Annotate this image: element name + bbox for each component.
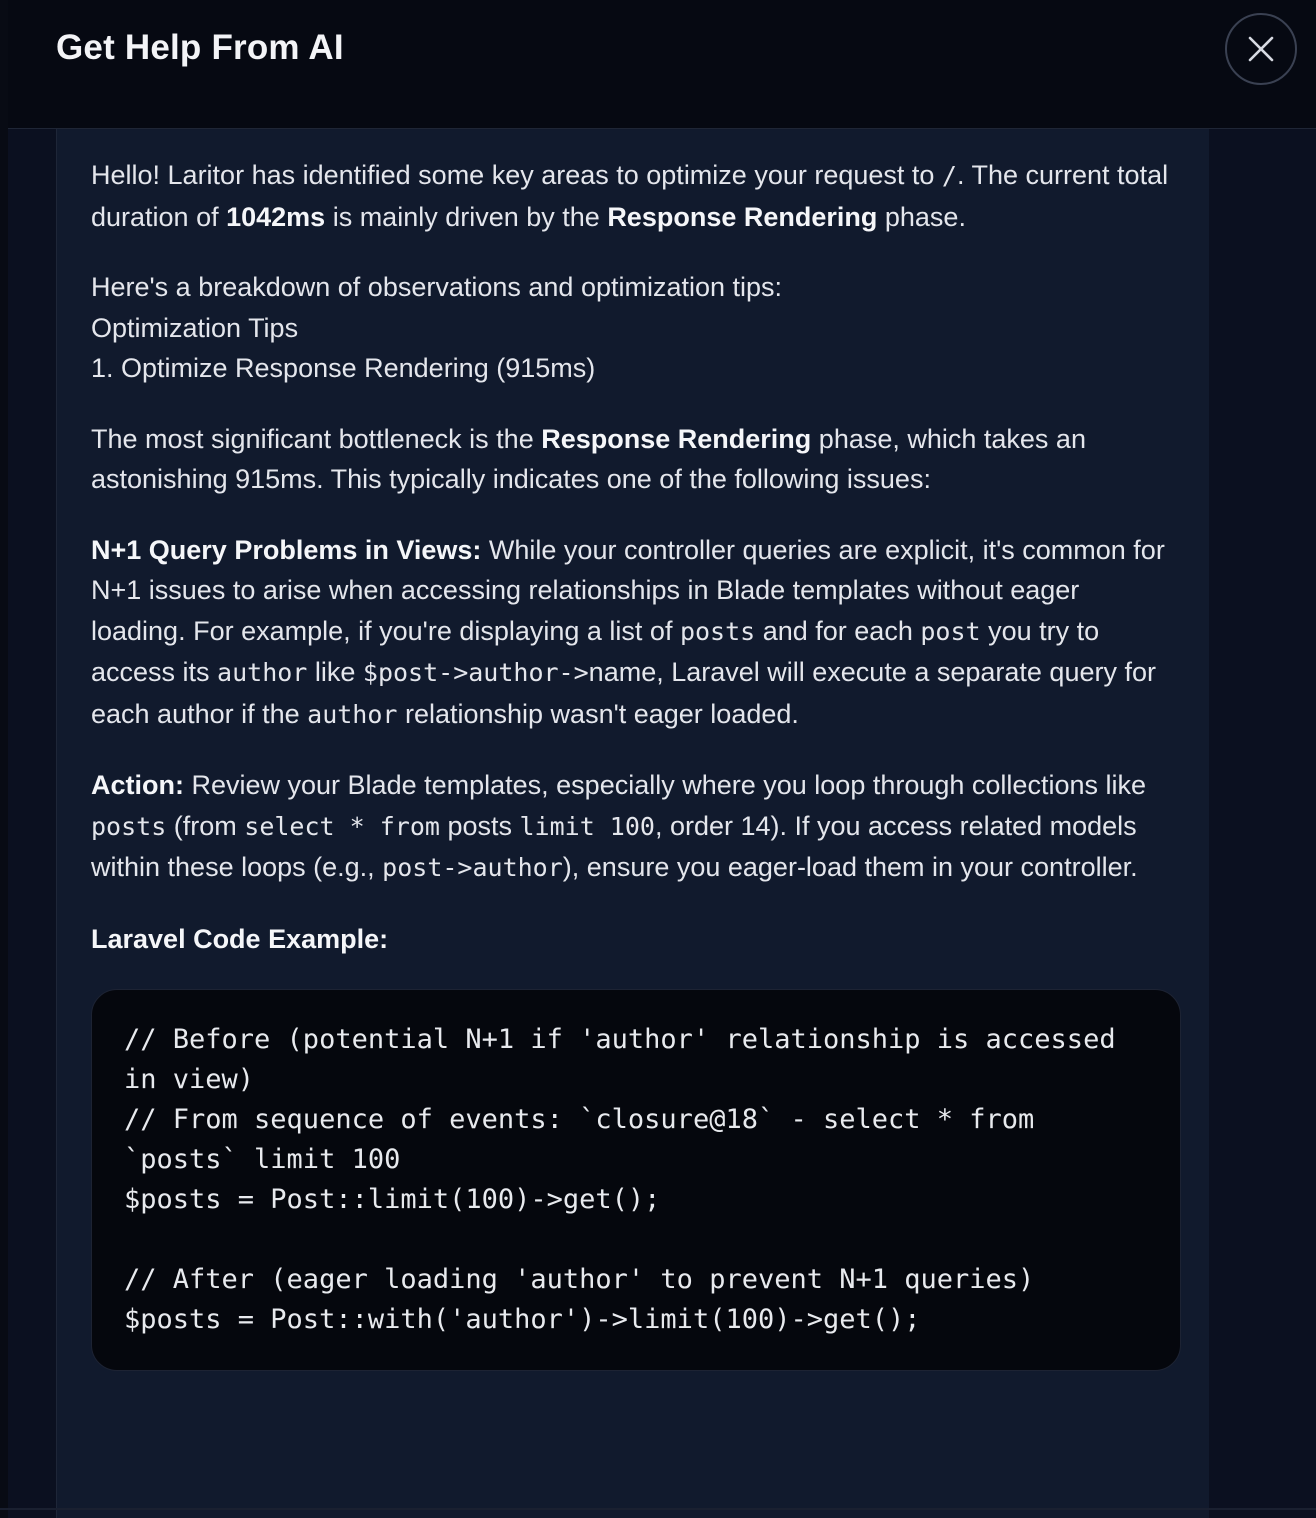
n1-text: you try to access its <box>91 615 1100 687</box>
breakdown-line: 1. Optimize Response Rendering (915ms) <box>91 353 596 383</box>
inline-code: posts <box>91 811 167 841</box>
action-text: (from <box>166 810 245 841</box>
n1-text: name, Laravel will execute a separate query for each author if the <box>91 657 1156 729</box>
intro-paragraph <box>91 155 1181 237</box>
total-duration: 1042ms <box>226 201 326 232</box>
bottleneck-paragraph <box>91 419 1181 500</box>
close-button[interactable] <box>1225 13 1297 85</box>
dialog-title: Get Help From AI <box>56 28 344 67</box>
breakdown-line: Optimization Tips <box>91 312 299 343</box>
intro-text: phase. <box>877 201 966 232</box>
action-heading: Action: <box>91 770 184 800</box>
route-code: / <box>941 161 957 190</box>
dialog-right-gutter <box>1209 129 1316 1518</box>
close-icon <box>1248 36 1274 62</box>
breakdown-line: Here's a breakdown of observations and optimization tips: <box>91 272 783 302</box>
action-text: Review your Blade templates, especially where you loop through collections like <box>183 770 1146 800</box>
action-text: ), ensure you eager-load them in your controller. <box>562 852 1138 882</box>
n1-text: and for each <box>755 615 921 646</box>
ai-response-content <box>91 155 1181 1371</box>
inline-code: select * from <box>244 811 440 841</box>
inline-code: $post->author-> <box>362 658 589 687</box>
n1-text: relationship wasn't eager loaded. <box>397 698 799 729</box>
n1-heading: N+1 Query Problems in Views: <box>91 534 482 565</box>
inline-code: posts <box>679 616 756 646</box>
code-example-heading: Laravel Code Example: <box>91 923 389 954</box>
n1-text: like <box>307 657 363 687</box>
code-line: // After (eager loading 'author' to prevent N+1 queries) <box>124 1264 1035 1295</box>
inline-code: author <box>307 699 398 729</box>
inline-code: author <box>217 658 308 687</box>
intro-text: Hello! Laritor has identified some key areas to optimize your request to <box>91 160 942 190</box>
action-text: , order 14). If you access related models within these loops (e.g., <box>91 810 1137 882</box>
code-line: $posts = Post::limit(100)->get(); <box>124 1184 661 1215</box>
ai-help-dialog <box>8 0 1316 1518</box>
inline-code: post <box>920 616 981 646</box>
inline-code: limit 100 <box>519 811 655 841</box>
code-line: // Before (potential N+1 if 'author' relationship is accessed in view) <box>124 1024 1132 1095</box>
action-paragraph <box>91 765 1181 889</box>
n1-text: While your controller queries are explicit, it's common for N+1 issues to arise when accessing relationships in Blade templates without eager loading. For example, if you're displaying a list of <box>91 534 1165 646</box>
code-line: $posts = Post::with('author')->limit(100)->get(); <box>124 1304 921 1335</box>
action-text: posts <box>439 810 520 841</box>
phase-name: Response Rendering <box>541 423 812 454</box>
phase-name: Response Rendering <box>607 201 878 232</box>
bottleneck-text: phase, which takes an astonishing 915ms. This typically indicates one of the following issues: <box>91 423 1086 494</box>
code-block <box>91 989 1181 1371</box>
code-example-heading-paragraph <box>91 919 1181 960</box>
dialog-header <box>8 0 1316 129</box>
intro-text: is mainly driven by the <box>325 201 608 232</box>
dialog-bottom-border <box>0 1508 1316 1510</box>
intro-text: . The current total duration of <box>91 160 1169 232</box>
backdrop-edge <box>0 0 8 1518</box>
code-line <box>124 1220 1148 1260</box>
inline-code: post->author <box>382 853 563 882</box>
bottleneck-text: The most significant bottleneck is the <box>91 423 542 454</box>
breakdown-paragraph <box>91 267 1181 389</box>
code-line: // From sequence of events: `closure@18` - select * from `posts` limit 100 <box>124 1104 1051 1175</box>
n1-paragraph <box>91 530 1181 736</box>
ai-response-panel <box>56 129 1210 1518</box>
